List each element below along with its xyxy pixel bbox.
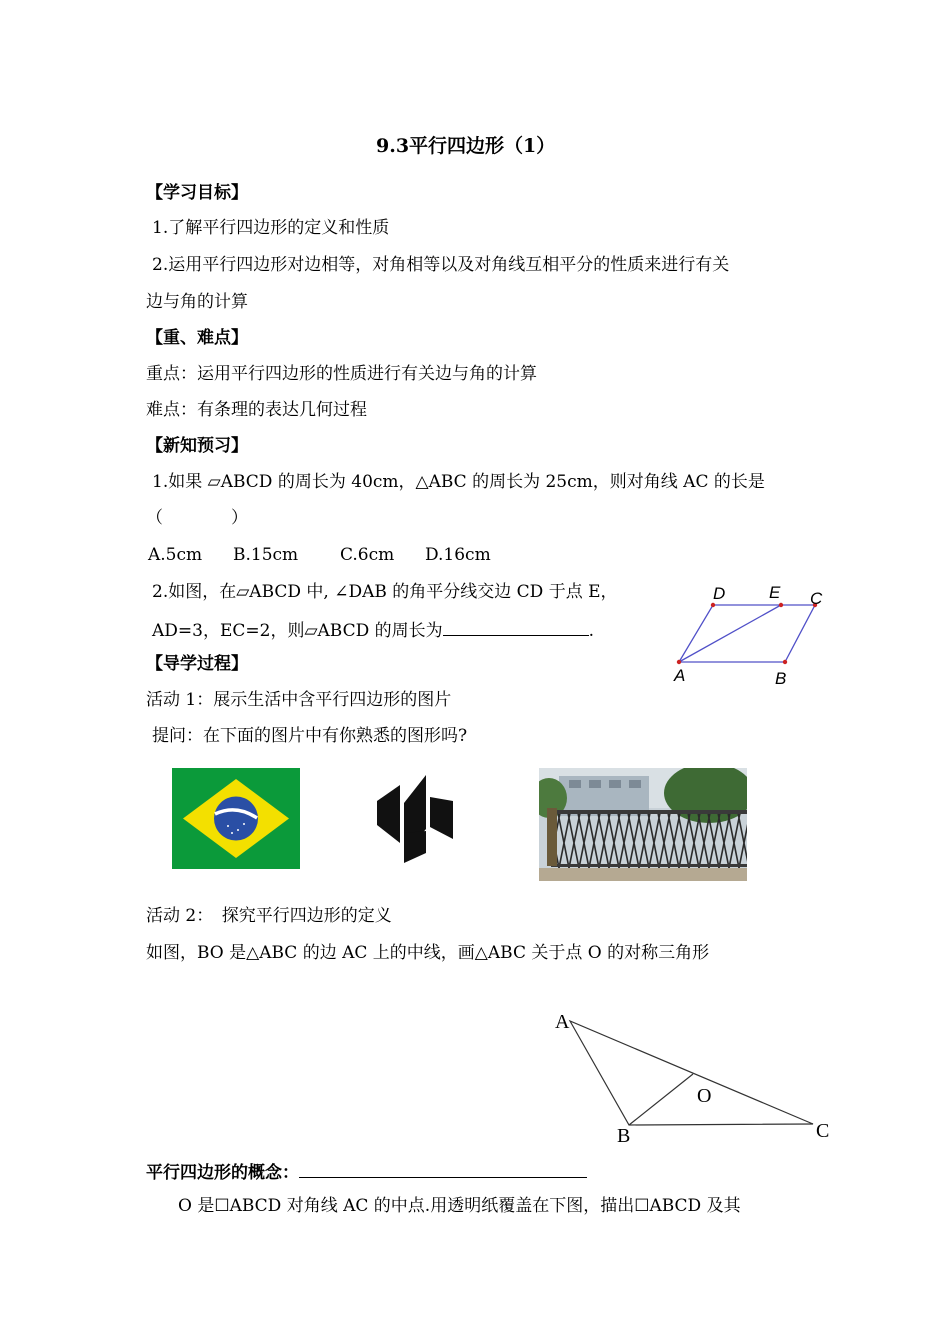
label-b: B [617,1125,631,1147]
objective-2-cont: 边与角的计算 [146,292,248,312]
last-paragraph: O 是☐ABCD 对角线 AC 的中点.用透明纸覆盖在下图，描出☐ABCD 及其 [178,1196,741,1216]
objective-1: 1.了解平行四边形的定义和性质 [152,218,390,238]
parallelogram-outline [679,605,815,662]
concept-label: 平行四边形的概念： [146,1163,299,1183]
question-2-line2 [152,617,594,642]
median-bo [629,1074,693,1125]
question-1-text: ABCD 的周长为 40cm，△ABC 的周长为 25cm，则对角线 AC 的长是 [220,472,765,492]
section-preview: 【新知预习】 [146,436,248,456]
focus-text: 重点：运用平行四边形的性质进行有关边与角的计算 [146,364,537,384]
vertex-d [711,603,715,607]
concept-line [146,1159,587,1184]
label-e: E [769,583,781,602]
option-c: C.6cm [340,545,395,565]
triangle-abc-figure [550,1005,840,1150]
option-b: B.15cm [233,545,299,565]
difficulty-text: 难点：有条理的表达几何过程 [146,400,367,420]
activity-2-text: 如图，BO 是△ABC 的边 AC 上的中线，画△ABC 关于点 O 的对称三角形 [146,943,710,963]
brazil-flag-image [172,768,300,869]
answer-blank[interactable] [443,617,589,636]
question-1-answer-paren: （ ） [146,508,248,528]
objective-2: 2.运用平行四边形对边相等，对角相等以及对角线互相平分的性质来进行有关 [152,255,730,275]
activity-2-title: 活动 2： 探究平行四边形的定义 [146,906,392,926]
triangle-abc [570,1021,813,1125]
concept-blank[interactable] [299,1159,587,1178]
parallelogram-symbol: ▱ [207,472,221,492]
section-objectives: 【学习目标】 [146,183,248,203]
question-2-line2-text: AD=3，EC=2，则▱ABCD 的周长为 [152,621,443,641]
parallelogram-logo-image [374,773,456,865]
label-o: O [697,1085,712,1107]
option-a: A.5cm [148,545,203,565]
question-1-prefix: 1.如果 [152,472,203,492]
activity-1-question: 提问：在下面的图片中有你熟悉的图形吗? [152,726,468,746]
label-a: A [555,1011,570,1033]
activity-1-title: 活动 1：展示生活中含平行四边形的图片 [146,690,452,710]
parallelogram-figure [665,578,835,690]
page-title: 9.3平行四边形（1） [376,135,556,157]
question-1 [152,471,765,493]
option-d: D.16cm [425,545,491,565]
label-c: C [810,589,823,608]
vertex-e [779,603,783,607]
vertex-a [677,660,681,664]
label-d: D [713,584,726,603]
retractable-gate-photo [539,768,747,881]
angle-bisector-ae [679,605,781,662]
section-guide: 【导学过程】 [146,654,248,674]
vertex-b [783,660,787,664]
label-c: C [816,1120,830,1142]
question-2-end: . [588,621,595,641]
label-b: B [775,669,787,688]
label-a: A [674,666,686,685]
question-2-line1: 2.如图，在▱ABCD 中, ∠DAB 的角平分线交边 CD 于点 E， [152,582,618,602]
section-key-points: 【重、难点】 [146,328,248,348]
